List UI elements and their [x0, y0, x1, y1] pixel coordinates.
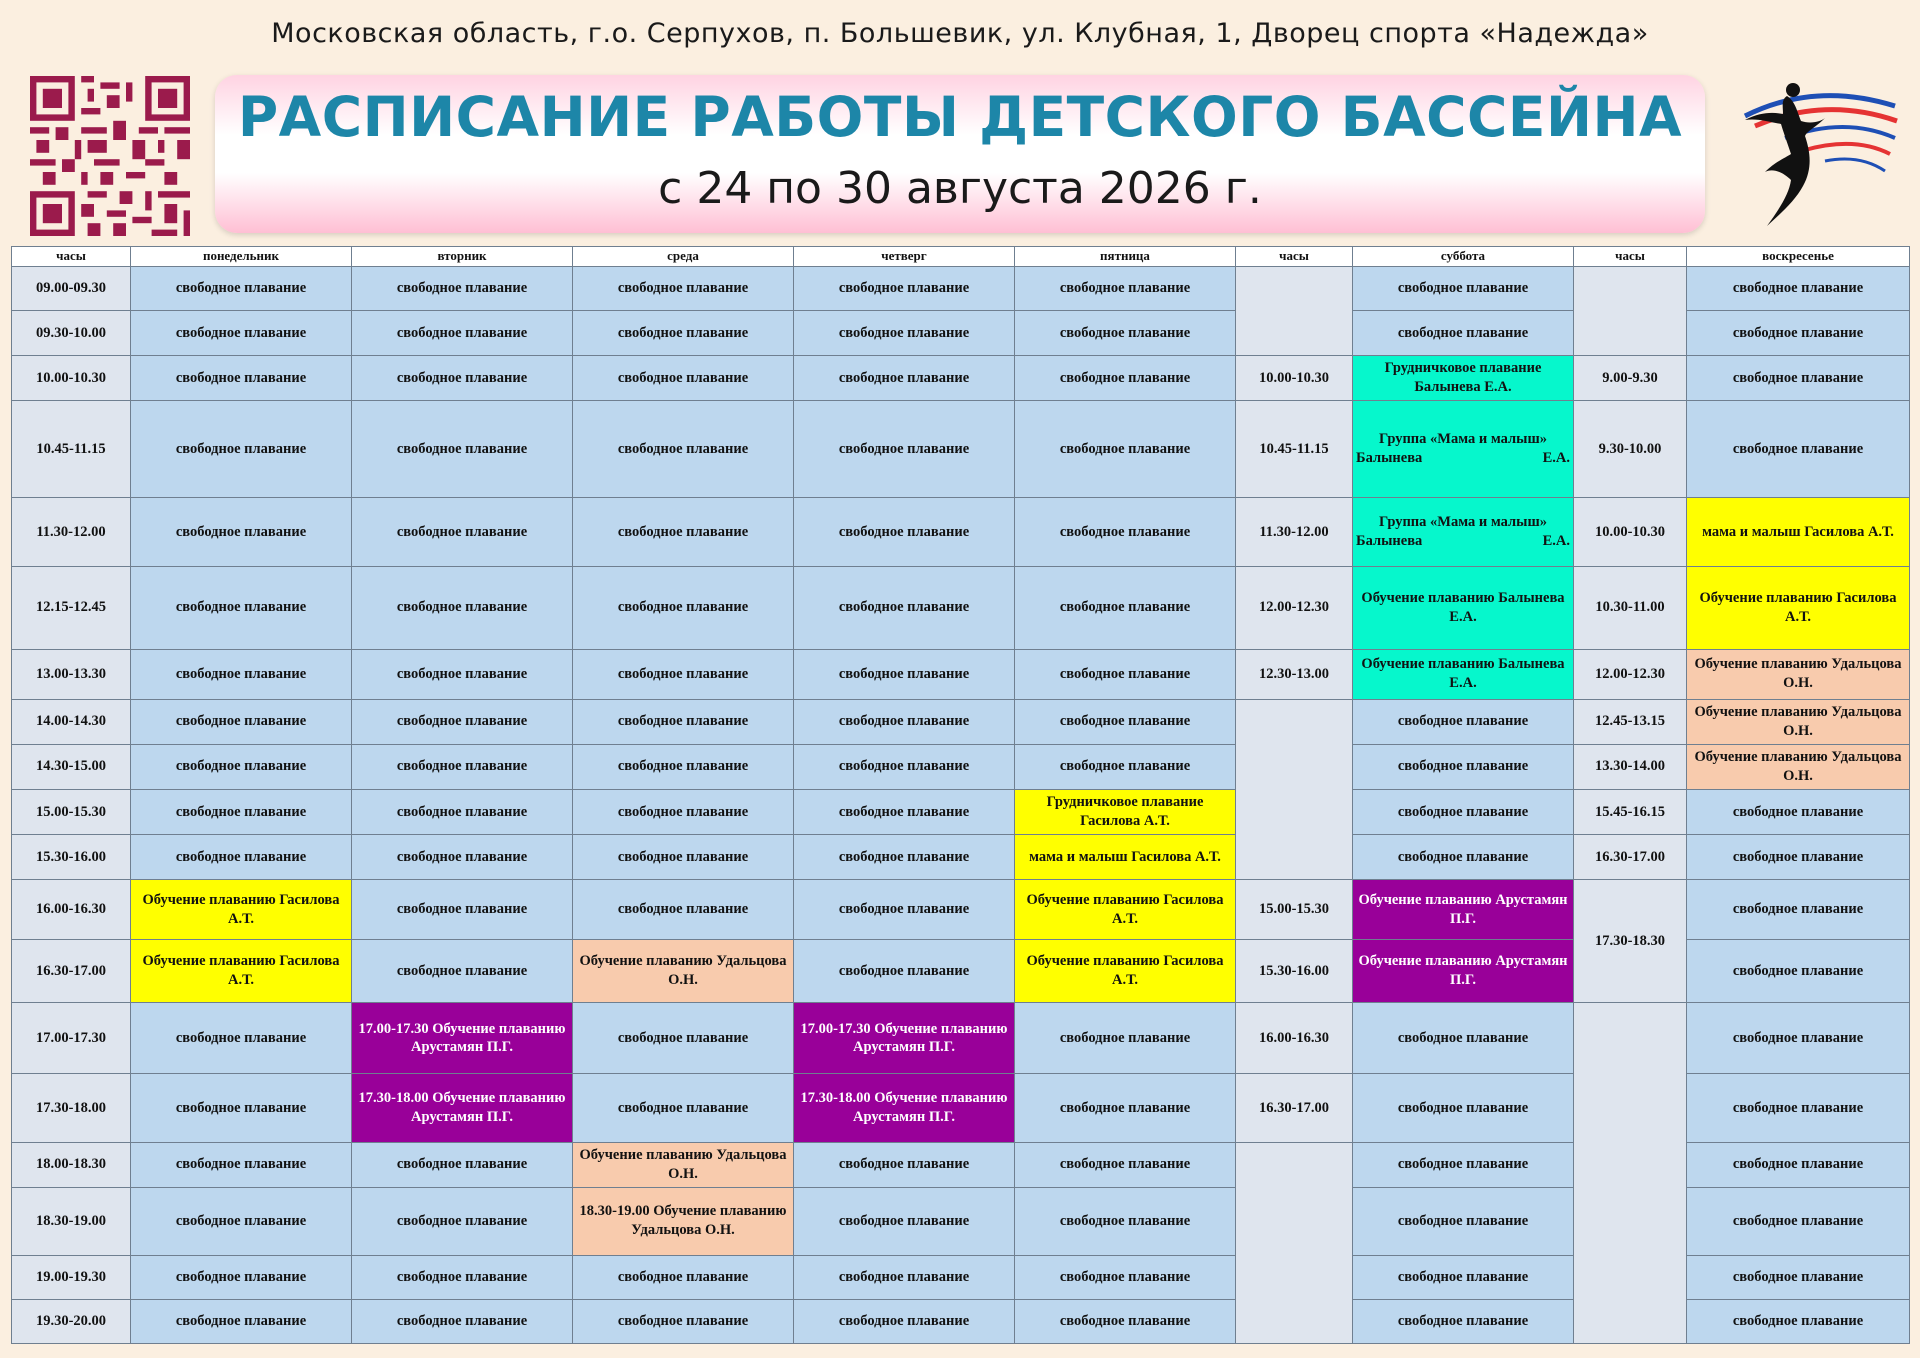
schedule-cell: Обучение плаванию Арустамян П.Г. [1353, 880, 1574, 940]
schedule-cell: свободное плавание [131, 1003, 352, 1074]
schedule-cell: свободное плавание [1015, 1074, 1236, 1142]
schedule-cell: свободное плавание [352, 940, 573, 1003]
time-cell: 19.00-19.30 [12, 1255, 131, 1299]
schedule-cell: свободное плавание [352, 744, 573, 789]
table-row [12, 789, 1910, 834]
time-cell: 18.00-18.30 [12, 1142, 131, 1187]
schedule-cell: свободное плавание [352, 1187, 573, 1255]
schedule-cell: свободное плавание [573, 267, 794, 311]
time-cell: 09.30-10.00 [12, 311, 131, 356]
schedule-cell: свободное плавание [794, 1299, 1015, 1343]
schedule-cell: Обучение плаванию Арустамян П.Г. [1353, 940, 1574, 1003]
schedule-cell: свободное плавание [794, 880, 1015, 940]
saturday-time-cell: 12.30-13.00 [1236, 649, 1353, 699]
schedule-cell: свободное плавание [794, 940, 1015, 1003]
schedule-cell: свободное плавание [1687, 834, 1910, 879]
schedule-cell: свободное плавание [1015, 1003, 1236, 1074]
saturday-time-cell: 10.45-11.15 [1236, 401, 1353, 498]
saturday-time-cell: 10.00-10.30 [1236, 356, 1353, 401]
header-monday: понедельник [131, 247, 352, 267]
schedule-cell: Обучение плаванию Гасилова А.Т. [1687, 566, 1910, 649]
header-tuesday: вторник [352, 247, 573, 267]
schedule-cell: свободное плавание [1687, 267, 1910, 311]
sunday-time-cell: 12.00-12.30 [1574, 649, 1687, 699]
time-cell: 11.30-12.00 [12, 498, 131, 566]
schedule-cell: свободное плавание [1687, 1003, 1910, 1074]
schedule-cell: Грудничковое плавание Балынева Е.А. [1353, 356, 1574, 401]
saturday-time-cell: 16.00-16.30 [1236, 1003, 1353, 1074]
time-cell: 14.30-15.00 [12, 744, 131, 789]
swimmer-logo-icon [1725, 76, 1900, 236]
time-cell: 15.00-15.30 [12, 789, 131, 834]
saturday-time-cell: 11.30-12.00 [1236, 498, 1353, 566]
schedule-cell: Группа «Мама и малыш» Балынева Е.А. [1353, 498, 1574, 566]
schedule-cell: свободное плавание [794, 356, 1015, 401]
schedule-cell: свободное плавание [573, 1299, 794, 1343]
table-row [12, 267, 1910, 311]
time-cell: 17.30-18.00 [12, 1074, 131, 1142]
schedule-cell: свободное плавание [131, 789, 352, 834]
table-row [12, 1003, 1910, 1074]
sunday-time-cell [1574, 267, 1687, 356]
schedule-cell: свободное плавание [794, 498, 1015, 566]
schedule-cell: Обучение плаванию Удальцова О.Н. [1687, 744, 1910, 789]
sunday-time-cell [1574, 1003, 1687, 1344]
schedule-cell: свободное плавание [794, 1142, 1015, 1187]
schedule-cell: свободное плавание [1687, 940, 1910, 1003]
schedule-cell: свободное плавание [1015, 1255, 1236, 1299]
schedule-cell: 17.30-18.00 Обучение плаванию Арустамян П.Г. [352, 1074, 573, 1142]
table-row [12, 498, 1910, 566]
schedule-cell: мама и малыш Гасилова А.Т. [1687, 498, 1910, 566]
schedule-cell: свободное плавание [1687, 789, 1910, 834]
schedule-cell: свободное плавание [352, 789, 573, 834]
schedule-cell: свободное плавание [1015, 267, 1236, 311]
schedule-cell: свободное плавание [1015, 311, 1236, 356]
table-row [12, 566, 1910, 649]
schedule-cell: свободное плавание [1353, 1187, 1574, 1255]
schedule-cell: Обучение плаванию Гасилова А.Т. [131, 940, 352, 1003]
schedule-cell: свободное плавание [1353, 1299, 1574, 1343]
schedule-cell: Обучение плаванию Гасилова А.Т. [1015, 940, 1236, 1003]
schedule-cell: свободное плавание [794, 1187, 1015, 1255]
schedule-cell: свободное плавание [794, 566, 1015, 649]
schedule-cell: свободное плавание [1353, 834, 1574, 879]
schedule-cell: свободное плавание [573, 834, 794, 879]
schedule-cell: свободное плавание [794, 267, 1015, 311]
schedule-table [11, 246, 1910, 1344]
schedule-cell: 17.30-18.00 Обучение плаванию Арустамян П.Г. [794, 1074, 1015, 1142]
sunday-time-cell: 16.30-17.00 [1574, 834, 1687, 879]
schedule-cell: свободное плавание [1687, 311, 1910, 356]
schedule-cell: Обучение плаванию Удальцова О.Н. [1687, 699, 1910, 744]
schedule-cell: 18.30-19.00 Обучение плаванию Удальцова О.Н. [573, 1187, 794, 1255]
address: Московская область, г.о. Серпухов, п. Большевик, ул. Клубная, 1, Дворец спорта «Надежда» [271, 18, 1649, 49]
date-range: с 24 по 30 августа 2026 г. [658, 163, 1262, 214]
saturday-time-cell [1236, 1142, 1353, 1343]
schedule-cell: свободное плавание [1687, 1074, 1910, 1142]
saturday-time-cell: 12.00-12.30 [1236, 566, 1353, 649]
header-friday: пятница [1015, 247, 1236, 267]
schedule-cell: свободное плавание [352, 498, 573, 566]
schedule-cell: свободное плавание [794, 699, 1015, 744]
schedule-cell: свободное плавание [131, 1255, 352, 1299]
schedule-cell: свободное плавание [573, 699, 794, 744]
schedule-cell: свободное плавание [1687, 880, 1910, 940]
table-row [12, 356, 1910, 401]
schedule-cell: свободное плавание [794, 1255, 1015, 1299]
schedule-cell: свободное плавание [794, 834, 1015, 879]
schedule-cell: свободное плавание [1353, 1255, 1574, 1299]
saturday-time-cell: 16.30-17.00 [1236, 1074, 1353, 1142]
header-wednesday: среда [573, 247, 794, 267]
time-cell: 15.30-16.00 [12, 834, 131, 879]
schedule-cell: свободное плавание [131, 356, 352, 401]
schedule-cell: свободное плавание [1015, 1187, 1236, 1255]
table-row [12, 744, 1910, 789]
schedule-cell: Обучение плаванию Гасилова А.Т. [131, 880, 352, 940]
schedule-cell: свободное плавание [352, 311, 573, 356]
qr-code-icon [30, 76, 190, 236]
time-cell: 16.00-16.30 [12, 880, 131, 940]
schedule-cell: Обучение плаванию Балынева Е.А. [1353, 566, 1574, 649]
schedule-cell: свободное плавание [131, 744, 352, 789]
schedule-cell: свободное плавание [1353, 1003, 1574, 1074]
schedule-cell: свободное плавание [573, 789, 794, 834]
schedule-cell: 17.00-17.30 Обучение плаванию Арустамян П.Г. [794, 1003, 1015, 1074]
schedule-cell: свободное плавание [794, 649, 1015, 699]
schedule-cell: свободное плавание [794, 401, 1015, 498]
time-cell: 16.30-17.00 [12, 940, 131, 1003]
schedule-cell: свободное плавание [1353, 1142, 1574, 1187]
schedule-cell: свободное плавание [352, 1299, 573, 1343]
time-cell: 10.45-11.15 [12, 401, 131, 498]
schedule-cell: свободное плавание [1687, 1187, 1910, 1255]
time-cell: 13.00-13.30 [12, 649, 131, 699]
sunday-time-cell: 12.45-13.15 [1574, 699, 1687, 744]
header-sunday-hours: часы [1574, 247, 1687, 267]
schedule-cell: Обучение плаванию Удальцова О.Н. [573, 1142, 794, 1187]
schedule-cell: свободное плавание [131, 311, 352, 356]
schedule-cell: свободное плавание [573, 401, 794, 498]
schedule-cell: мама и малыш Гасилова А.Т. [1015, 834, 1236, 879]
schedule-cell: Обучение плаванию Гасилова А.Т. [1015, 880, 1236, 940]
schedule-cell: свободное плавание [1687, 1255, 1910, 1299]
schedule-cell: свободное плавание [131, 566, 352, 649]
schedule-cell: свободное плавание [573, 649, 794, 699]
schedule-cell: свободное плавание [352, 649, 573, 699]
header-saturday: суббота [1353, 247, 1574, 267]
schedule-cell: Обучение плаванию Удальцова О.Н. [573, 940, 794, 1003]
schedule-cell: свободное плавание [352, 1142, 573, 1187]
schedule-cell: свободное плавание [352, 401, 573, 498]
schedule-cell: свободное плавание [131, 1187, 352, 1255]
sunday-time-cell: 17.30-18.30 [1574, 880, 1687, 1003]
sunday-time-cell: 9.30-10.00 [1574, 401, 1687, 498]
table-row [12, 834, 1910, 879]
schedule-cell: Грудничковое плавание Гасилова А.Т. [1015, 789, 1236, 834]
schedule-cell: свободное плавание [1687, 356, 1910, 401]
schedule-cell: свободное плавание [131, 1142, 352, 1187]
schedule-cell: свободное плавание [1015, 566, 1236, 649]
time-cell: 17.00-17.30 [12, 1003, 131, 1074]
schedule-cell: свободное плавание [1015, 356, 1236, 401]
schedule-cell: 17.00-17.30 Обучение плаванию Арустамян П.Г. [352, 1003, 573, 1074]
time-cell: 10.00-10.30 [12, 356, 131, 401]
header-thursday: четверг [794, 247, 1015, 267]
schedule-cell: свободное плавание [1015, 1299, 1236, 1343]
time-cell: 19.30-20.00 [12, 1299, 131, 1343]
table-row [12, 699, 1910, 744]
schedule-cell: свободное плавание [1353, 699, 1574, 744]
schedule-cell: свободное плавание [131, 834, 352, 879]
schedule-cell: свободное плавание [1687, 1142, 1910, 1187]
schedule-cell: свободное плавание [1353, 744, 1574, 789]
schedule-cell: свободное плавание [1353, 789, 1574, 834]
sunday-time-cell: 13.30-14.00 [1574, 744, 1687, 789]
header-hours: часы [12, 247, 131, 267]
schedule-cell: свободное плавание [352, 356, 573, 401]
schedule-cell: свободное плавание [1015, 498, 1236, 566]
schedule-cell: свободное плавание [1015, 401, 1236, 498]
schedule-cell: свободное плавание [352, 699, 573, 744]
schedule-cell: свободное плавание [131, 401, 352, 498]
schedule-cell: свободное плавание [1353, 267, 1574, 311]
schedule-cell: свободное плавание [573, 1074, 794, 1142]
schedule-cell: свободное плавание [352, 834, 573, 879]
schedule-cell: свободное плавание [352, 1255, 573, 1299]
sunday-time-cell: 9.00-9.30 [1574, 356, 1687, 401]
sunday-time-cell: 10.00-10.30 [1574, 498, 1687, 566]
sunday-time-cell: 10.30-11.00 [1574, 566, 1687, 649]
schedule-cell: свободное плавание [794, 311, 1015, 356]
schedule-cell: свободное плавание [794, 744, 1015, 789]
time-cell: 09.00-09.30 [12, 267, 131, 311]
schedule-cell: свободное плавание [131, 1074, 352, 1142]
time-cell: 12.15-12.45 [12, 566, 131, 649]
header-row [12, 247, 1910, 267]
sunday-time-cell: 15.45-16.15 [1574, 789, 1687, 834]
schedule-cell: свободное плавание [573, 1003, 794, 1074]
schedule-cell: свободное плавание [1687, 401, 1910, 498]
saturday-time-cell [1236, 699, 1353, 879]
time-cell: 14.00-14.30 [12, 699, 131, 744]
schedule-cell: свободное плавание [1353, 1074, 1574, 1142]
table-row [12, 401, 1910, 498]
schedule-cell: свободное плавание [573, 1255, 794, 1299]
schedule-cell: свободное плавание [573, 880, 794, 940]
schedule-cell: свободное плавание [573, 566, 794, 649]
schedule-cell: свободное плавание [1687, 1299, 1910, 1343]
schedule-cell: свободное плавание [352, 566, 573, 649]
schedule-cell: свободное плавание [794, 789, 1015, 834]
schedule-cell: свободное плавание [1015, 649, 1236, 699]
saturday-time-cell [1236, 267, 1353, 356]
schedule-cell: свободное плавание [1015, 699, 1236, 744]
schedule-cell: свободное плавание [1353, 311, 1574, 356]
table-row [12, 649, 1910, 699]
schedule-cell: Обучение плаванию Удальцова О.Н. [1687, 649, 1910, 699]
schedule-cell: свободное плавание [573, 744, 794, 789]
schedule-cell: свободное плавание [131, 1299, 352, 1343]
title-banner [215, 75, 1705, 233]
page-title: РАСПИСАНИЕ РАБОТЫ ДЕТСКОГО БАССЕЙНА [237, 85, 1683, 149]
schedule-cell: свободное плавание [1015, 1142, 1236, 1187]
schedule-cell: свободное плавание [131, 649, 352, 699]
schedule-cell: свободное плавание [131, 498, 352, 566]
table-row [12, 880, 1910, 940]
saturday-time-cell: 15.00-15.30 [1236, 880, 1353, 940]
schedule-cell: свободное плавание [352, 267, 573, 311]
schedule-cell: Обучение плаванию Балынева Е.А. [1353, 649, 1574, 699]
schedule-cell: свободное плавание [131, 267, 352, 311]
schedule-cell: свободное плавание [573, 356, 794, 401]
time-cell: 18.30-19.00 [12, 1187, 131, 1255]
schedule-cell: Группа «Мама и малыш» Балынева Е.А. [1353, 401, 1574, 498]
schedule-cell: свободное плавание [573, 498, 794, 566]
header-saturday-hours: часы [1236, 247, 1353, 267]
schedule-cell: свободное плавание [573, 311, 794, 356]
schedule-cell: свободное плавание [352, 880, 573, 940]
header-sunday: воскресенье [1687, 247, 1910, 267]
schedule-cell: свободное плавание [1015, 744, 1236, 789]
schedule-cell: свободное плавание [131, 699, 352, 744]
saturday-time-cell: 15.30-16.00 [1236, 940, 1353, 1003]
